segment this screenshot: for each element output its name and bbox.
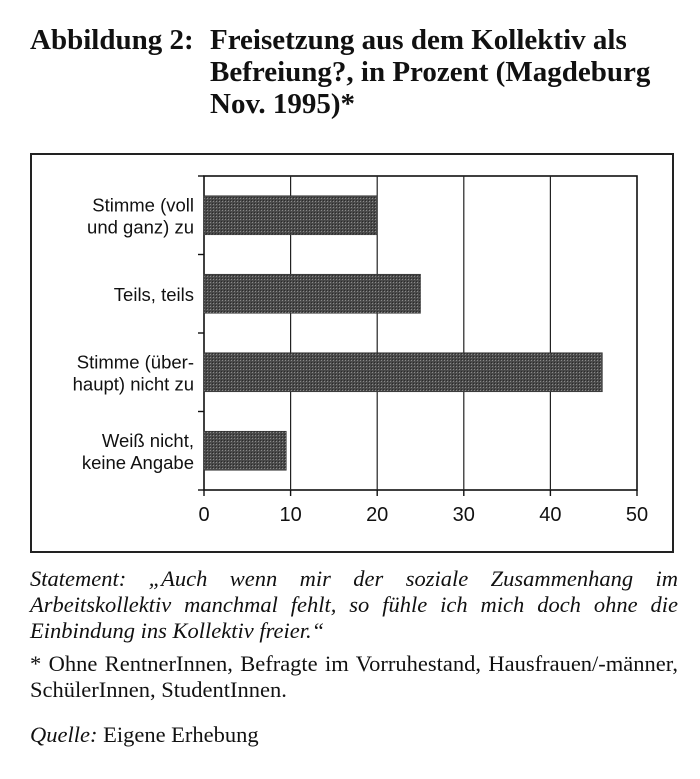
footnote-text: * Ohne RentnerInnen, Befragte im Vorruhestand, Hausfrauen/-männer, SchülerInnen, StudentInnen. <box>30 651 678 702</box>
bar <box>204 274 421 313</box>
figure-title: Freisetzung aus dem Kollektiv als Befreiung?, in Prozent (Magdeburg Nov. 1995)* <box>210 24 651 120</box>
bar <box>204 196 377 235</box>
labels-layer <box>73 194 194 473</box>
statement-text: Statement: „Auch wenn mir der soziale Zusammenhang im Arbeitskollektiv manchmal fehlt, so fühle ich mich doch ohne die Einbindung ins Kollektiv freier.“ <box>30 566 678 643</box>
x-tick-label: 10 <box>279 504 302 526</box>
bar <box>204 431 286 470</box>
category-label: Stimme (voll und ganz) zu <box>87 194 194 238</box>
x-tick-label: 30 <box>452 504 475 526</box>
bar <box>204 353 602 392</box>
source-text: Eigene Erhebung <box>97 722 259 747</box>
x-tick-label: 20 <box>366 504 389 526</box>
source-label: Quelle: <box>30 722 98 747</box>
source-line <box>30 722 678 748</box>
x-tick-label: 0 <box>198 504 210 526</box>
category-label: Teils, teils <box>113 283 194 305</box>
x-tick-label: 50 <box>625 504 649 526</box>
bars-layer <box>204 196 602 471</box>
category-label: Stimme (über-haupt) nicht zu <box>72 351 194 395</box>
figure-label: Abbildung 2: <box>30 24 194 56</box>
category-label: Weiß nicht, keine Angabe <box>81 429 194 473</box>
x-tick-label: 40 <box>539 504 562 526</box>
